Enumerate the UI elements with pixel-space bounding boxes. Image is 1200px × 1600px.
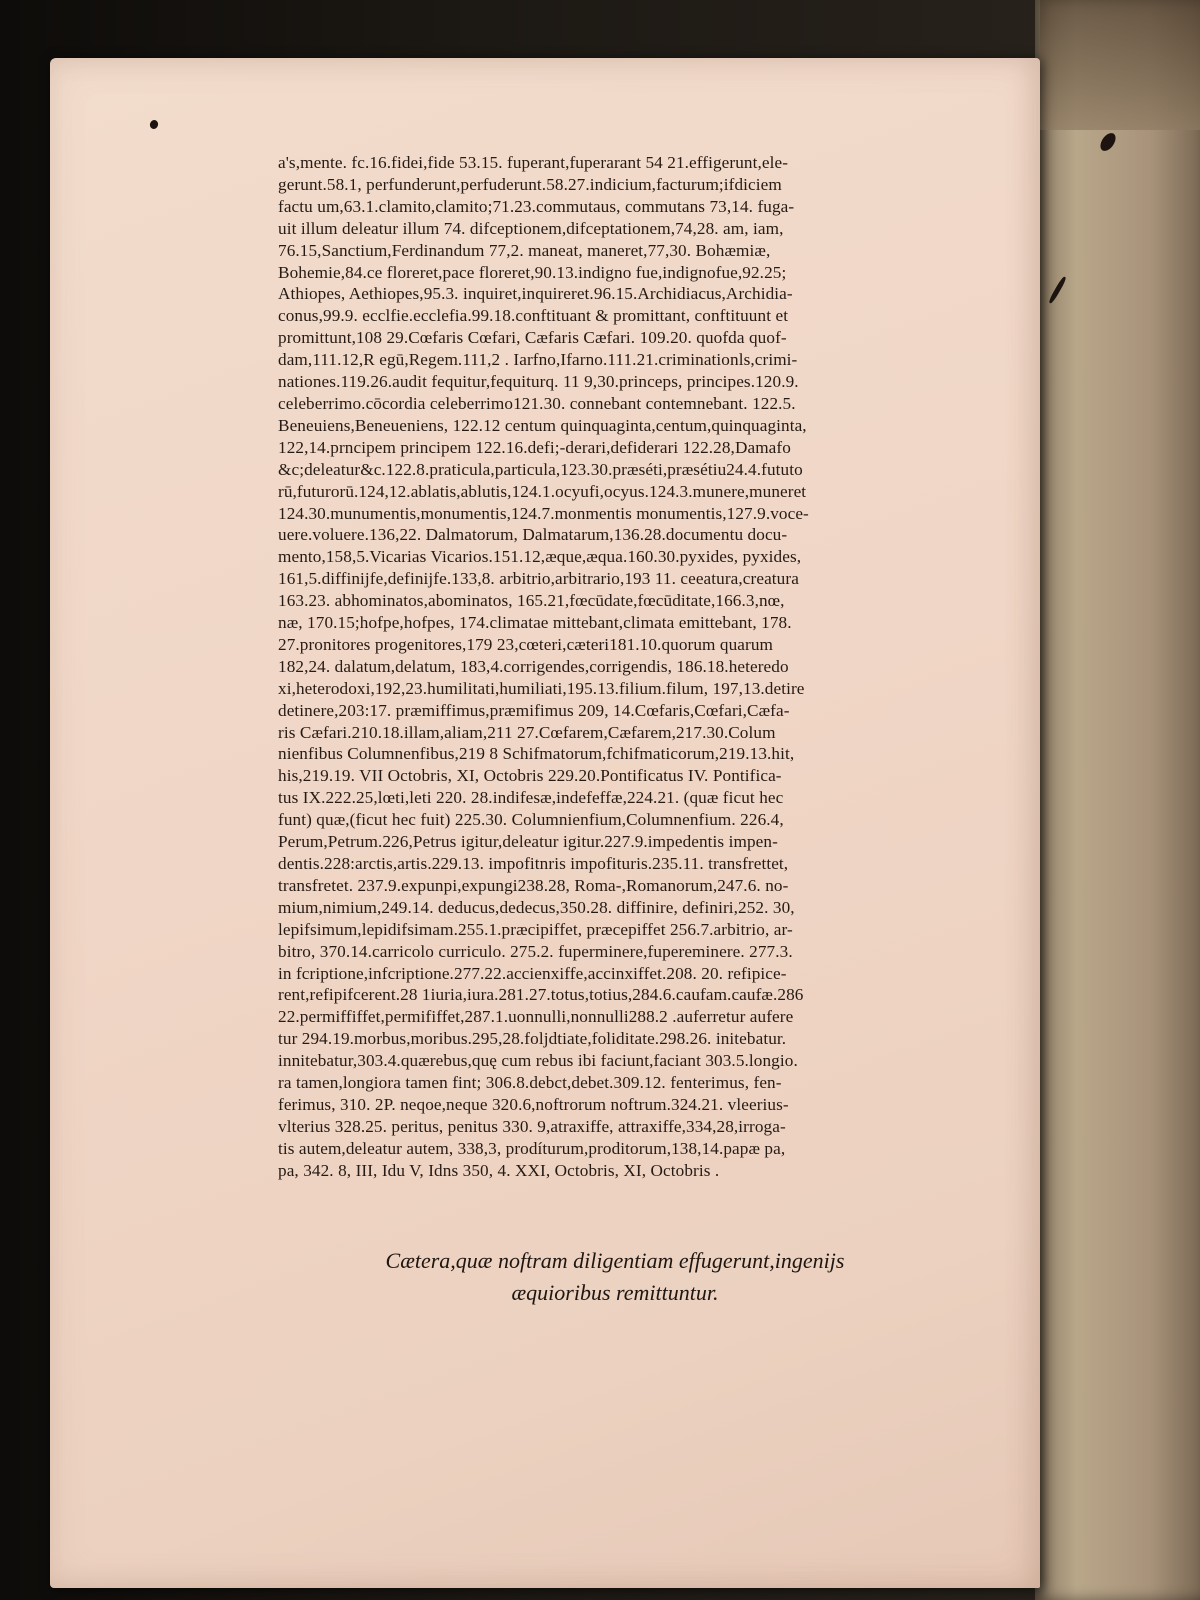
errata-line: mium,nimium,249.14. deducus,dedecus,350.28. diffinire, definiri,252. 30,: [278, 897, 795, 917]
errata-line: Beneuiens,Beneueniens, 122.12 centum quinquaginta,centum,quinquaginta,: [278, 415, 807, 435]
errata-text-block: [278, 152, 968, 1182]
errata-line: uere.voluere.136,22. Dalmatorum, Dalmatarum,136.28.documentu docu-: [278, 525, 788, 545]
errata-line: 161,5.diffinijfe,definijfe.133,8. arbitrio,arbitrario,193 11. ceeatura,creatura: [278, 569, 799, 589]
errata-line: 122,14.prncipem principem 122.16.defi;-derari,defiderari 122.28,Damafo: [278, 437, 791, 457]
errata-line: celeberrimo.cōcordia celeberrimo121.30. connebant contemnebant. 122.5.: [278, 393, 796, 413]
errata-line: Perum,Petrum.226,Petrus igitur,deleatur igitur.227.9.impedentis impen-: [278, 832, 778, 852]
errata-line: promittunt,108 29.Cœfaris Cœfari, Cæfaris Cæfari. 109.20. quofda quof-: [278, 328, 787, 348]
errata-line: tis autem,deleatur autem, 338,3, prodíturum,proditorum,138,14.papæ pa,: [278, 1138, 786, 1158]
errata-line: tur 294.19.morbus,moribus.295,28.foljdtiate,foliditate.298.26. initebatur.: [278, 1029, 787, 1049]
errata-line: lepifsimum,lepidifsimam.255.1.præcipiffet, præcepiffet 256.7.arbitrio, ar-: [278, 919, 793, 939]
errata-line: nationes.119.26.audit fequitur,fequiturq. 11 9,30.princeps, principes.120.9.: [278, 372, 799, 392]
errata-line: ris Cæfari.210.18.illam,aliam,211 27.Cœfarem,Cæfarem,217.30.Colum: [278, 722, 776, 742]
closing-note: [250, 1245, 980, 1309]
errata-line: 22.permiffiffet,permififfet,287.1.uonnulli,nonnulli288.2 .auferretur aufere: [278, 1007, 794, 1027]
errata-line: dam,111.12,R egū,Regem.111,2 . Iarfno,Ifarno.111.21.criminationls,crimi-: [278, 350, 798, 370]
errata-line: 163.23. abhominatos,abominatos, 165.21,fœcūdate,fœcūditate,166.3,nœ,: [278, 591, 785, 611]
errata-line: ra tamen,longiora tamen fint; 306.8.debct,debet.309.12. fenterimus, fen-: [278, 1073, 782, 1093]
errata-line: 27.pronitores progenitores,179 23,cœteri,cæteri181.10.quorum quarum: [278, 634, 774, 654]
closing-note-line: Cætera,quæ noftram diligentiam effugerunt,ingenijs: [385, 1248, 845, 1273]
errata-line: næ, 170.15;hofpe,hofpes, 174.climatae mittebant,climata emittebant, 178.: [278, 613, 792, 633]
errata-line: 76.15,Sanctium,Ferdinandum 77,2. maneat, maneret,77,30. Bohæmiæ,: [278, 240, 771, 260]
errata-line: 124.30.munumentis,monumentis,124.7.monmentis monumentis,127.9.voce-: [278, 503, 809, 523]
errata-line: ferimus, 310. 2P. neqoe,neque 320.6,noftrorum noftrum.324.21. vleerius-: [278, 1094, 789, 1114]
errata-line: nienfibus Columnenfibus,219 8 Schifmatorum,fchifmaticorum,219.13.hit,: [278, 744, 795, 764]
errata-line: funt) quæ,(ficut hec fuit) 225.30. Columnienfium,Columnenfium. 226.4,: [278, 810, 784, 830]
errata-line: Athiopes, Aethiopes,95.3. inquiret,inquireret.96.15.Archidiacus,Archidia-: [278, 284, 793, 304]
errata-line: bitro, 370.14.carricolo curriculo. 275.2. fuperminere,fupereminere. 277.3.: [278, 941, 793, 961]
closing-note-line: æquioribus remittuntur.: [511, 1280, 719, 1305]
errata-line: rent,refipifcerent.28 1iuria,iura.281.27.totus,totius,284.6.caufam.caufæ.286: [278, 985, 804, 1005]
errata-line: his,219.19. VII Octobris, XI, Octobris 229.20.Pontificatus IV. Pontifica-: [278, 766, 782, 786]
errata-line: factu um,63.1.clamito,clamito;71.23.commutaus, commutans 73,14. fuga-: [278, 196, 795, 216]
errata-line: mento,158,5.Vicarias Vicarios.151.12,æque,æqua.160.30.pyxides, pyxides,: [278, 547, 802, 567]
next-page-edge: [1035, 0, 1200, 1600]
errata-line: a's,mente. fc.16.fidei,fide 53.15. fuperant,fuperarant 54 21.effigerunt,ele-: [278, 153, 789, 172]
errata-line: conus,99.9. ecclfie.ecclefia.99.18.conftituant & promittant, conftituunt et: [278, 306, 789, 326]
errata-line: detinere,203:17. præmiffimus,præmifimus 209, 14.Cœfaris,Cœfari,Cæfa-: [278, 700, 790, 720]
errata-line: vlterius 328.25. peritus, penitus 330. 9,atraxiffe, attraxiffe,334,28,irroga-: [278, 1116, 786, 1136]
errata-line: in fcriptione,infcriptione.277.22.accienxiffe,accinxiffet.208. 20. refipice-: [278, 963, 787, 983]
errata-line: pa, 342. 8, III, Idu V, Idns 350, 4. XXI, Octobris, XI, Octobris .: [278, 1160, 720, 1180]
errata-line: Bohemie,84.ce floreret,pace floreret,90.13.indigno fue,indignofue,92.25;: [278, 262, 787, 282]
book-cover-edge: [1040, 0, 1200, 130]
errata-line: uit illum deleatur illum 74. difceptionem,difceptationem,74,28. am, iam,: [278, 218, 784, 238]
errata-line: gerunt.58.1, perfunderunt,perfuderunt.58.27.indicium,facturum;ifdiciem: [278, 174, 782, 194]
errata-line: transfretet. 237.9.expunpi,expungi238.28, Roma-,Romanorum,247.6. no-: [278, 875, 789, 895]
errata-line: dentis.228:arctis,artis.229.13. impofitnris impofituris.235.11. transfrettet,: [278, 854, 789, 873]
errata-line: &c;deleatur&c.122.8.praticula,particula,123.30.præséti,præsétiu24.4.fututo: [278, 459, 803, 479]
errata-line: innitebatur,303.4.quærebus,quę cum rebus ibi faciunt,faciant 303.5.longio.: [278, 1051, 798, 1071]
errata-line: xi,heterodoxi,192,23.humilitati,humiliati,195.13.filium.filum, 197,13.detire: [278, 678, 805, 698]
errata-line: 182,24. dalatum,delatum, 183,4.corrigendes,corrigendis, 186.18.heteredo: [278, 656, 789, 676]
errata-line: rū,futurorū.124,12.ablatis,ablutis,124.1.ocyufi,ocyus.124.3.munere,muneret: [278, 481, 807, 501]
errata-line: tus IX.222.25,lœti,leti 220. 28.indifesæ,indefeffæ,224.21. (quæ ficut hec: [278, 788, 784, 808]
